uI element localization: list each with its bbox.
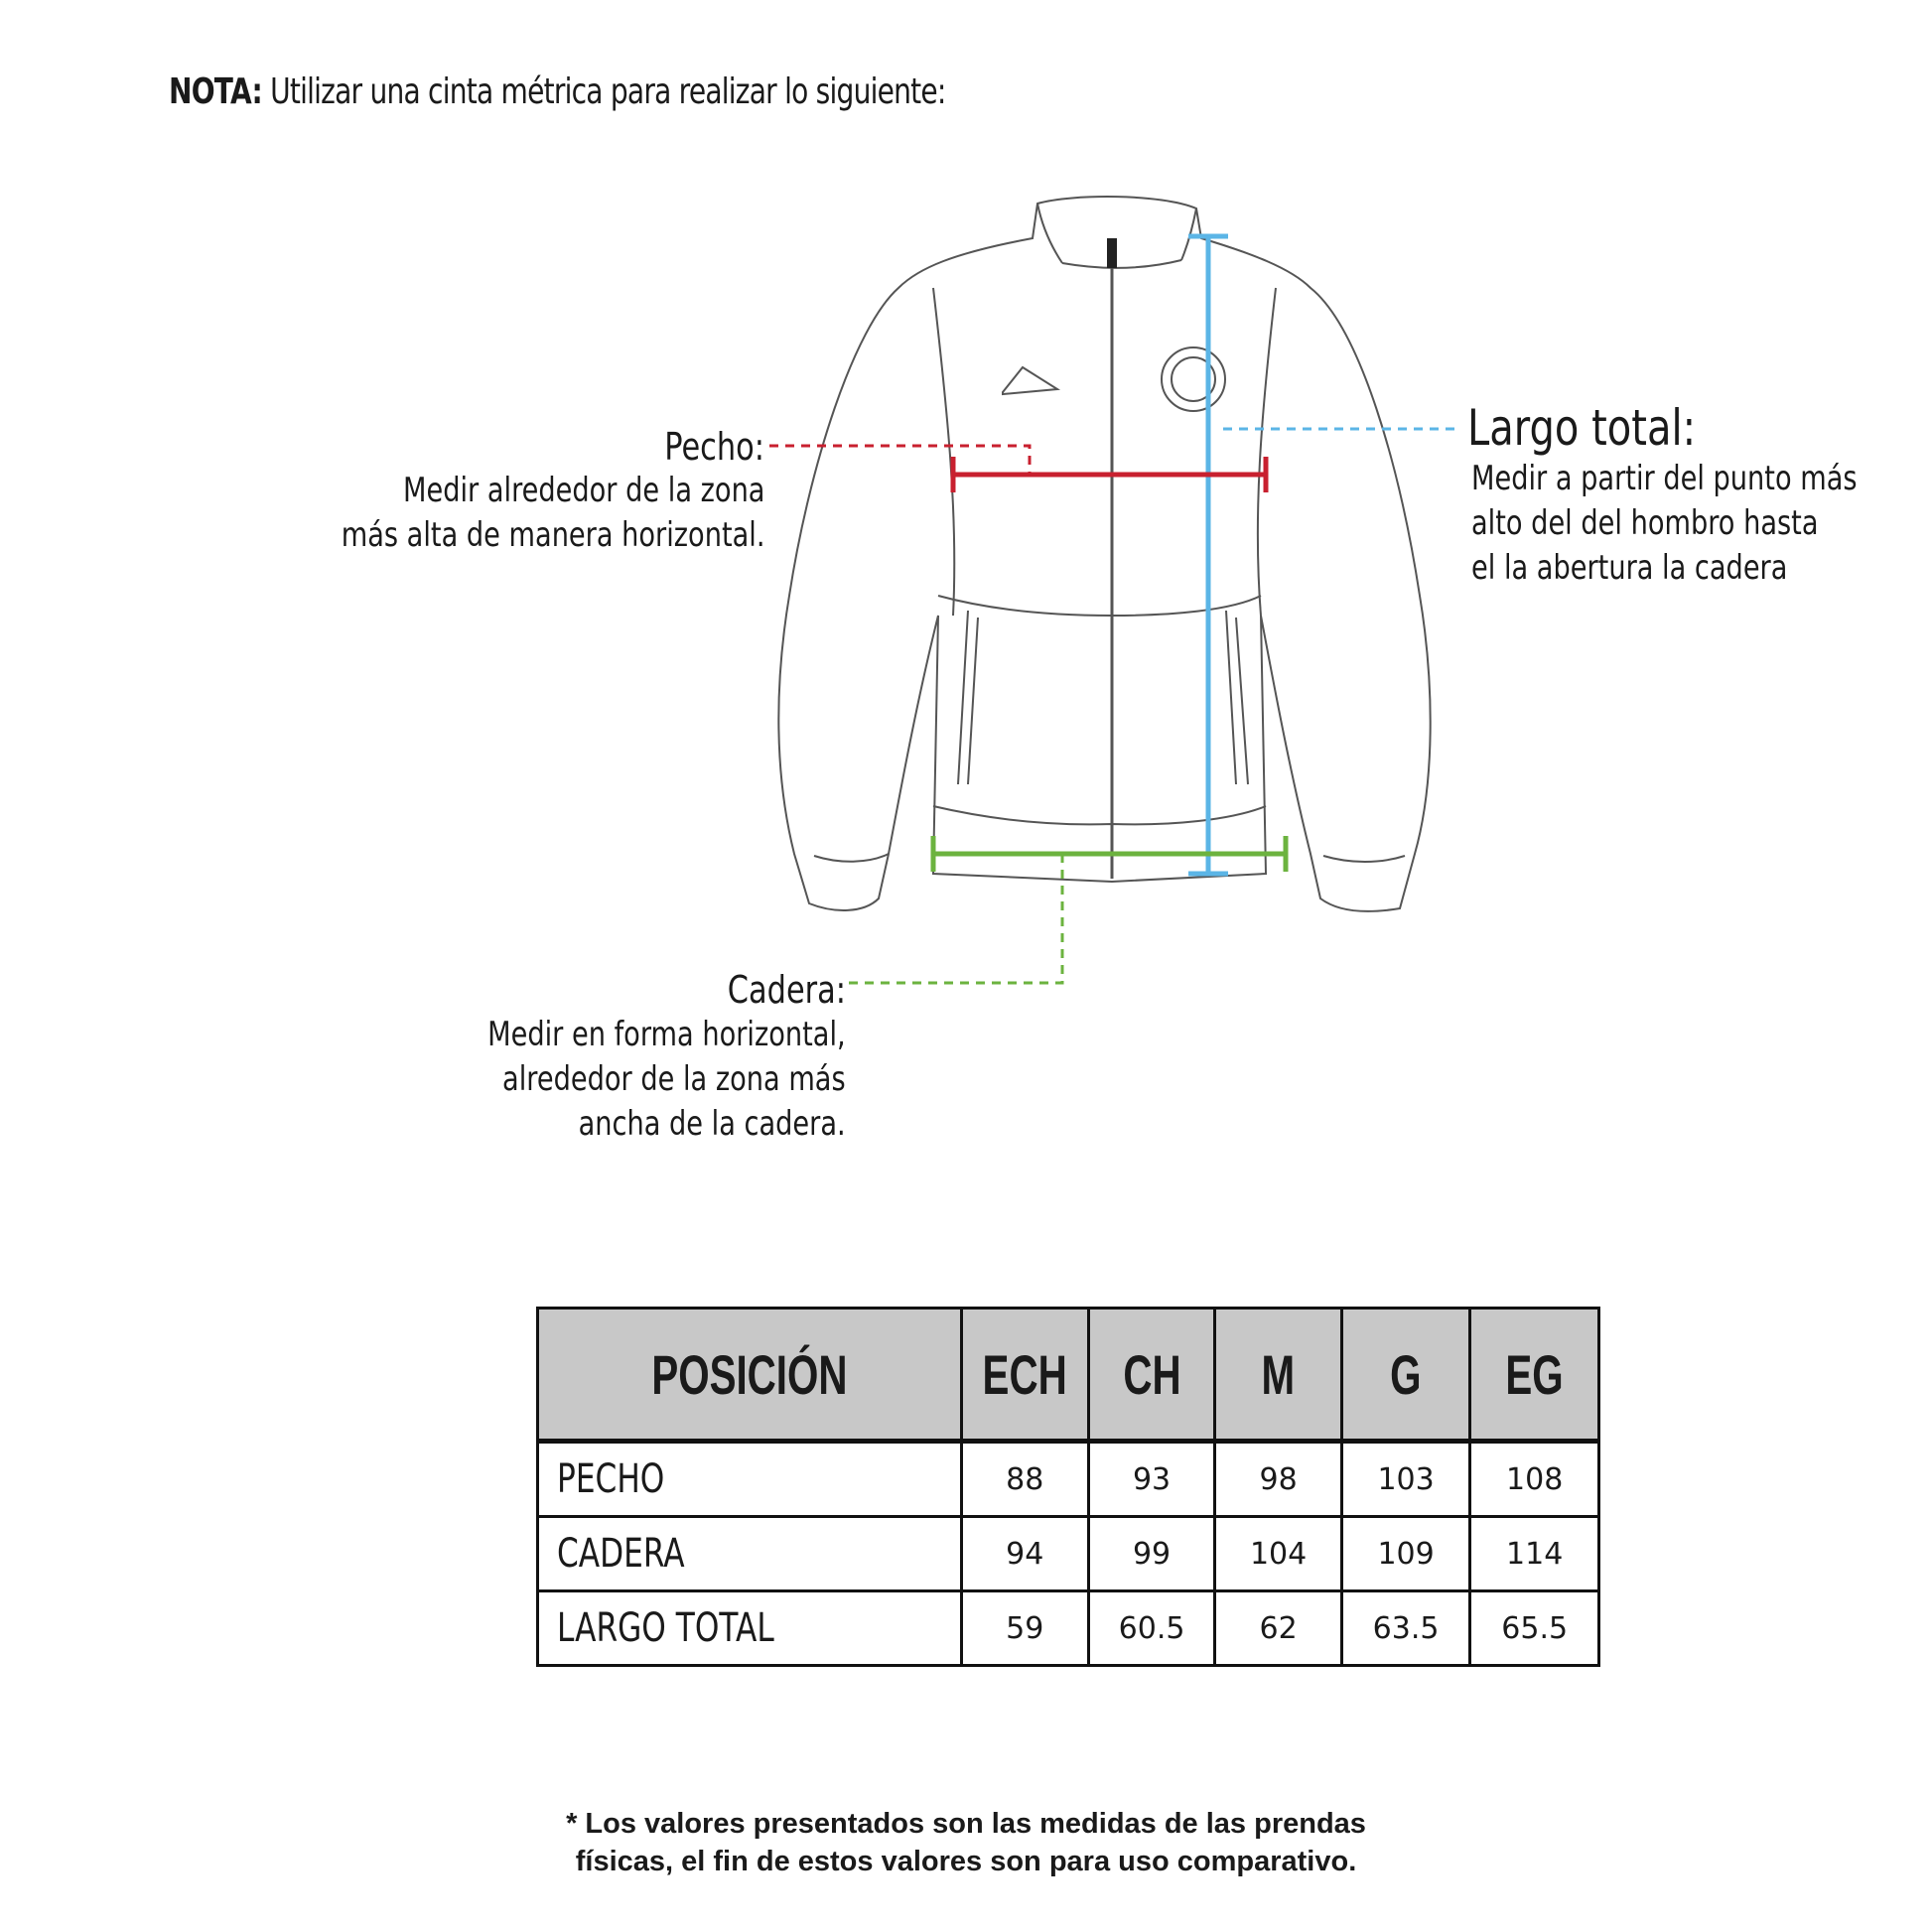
- cadera-line: alrededor de la zona más: [502, 1059, 846, 1099]
- largo-title: Largo total:: [1467, 399, 1697, 457]
- footnote: [0, 1805, 1932, 1880]
- table-cell: 93: [1088, 1442, 1215, 1517]
- table-cell: 88: [961, 1442, 1088, 1517]
- table-cell: 63.5: [1341, 1591, 1470, 1666]
- table-cell: 98: [1215, 1442, 1341, 1517]
- cadera-description: [487, 1013, 846, 1147]
- largo-line: Medir a partir del punto más: [1471, 459, 1858, 498]
- table-cell: 103: [1341, 1442, 1470, 1517]
- jacket-hip-seam: [938, 596, 1261, 616]
- table-cell: 94: [961, 1517, 1088, 1591]
- pecho-description: [341, 469, 764, 558]
- header-g: G: [1341, 1309, 1470, 1442]
- brand-logo: [1003, 367, 1057, 394]
- header-ech: ECH: [961, 1309, 1088, 1442]
- table-header-row: [538, 1309, 1599, 1442]
- cadera-line: Medir en forma horizontal,: [487, 1015, 846, 1054]
- table-row: [538, 1442, 1599, 1517]
- row-label: CADERA: [538, 1517, 962, 1591]
- header-ch: CH: [1088, 1309, 1215, 1442]
- pecho-line: más alta de manera horizontal.: [341, 515, 764, 555]
- jacket-cuff-right: [1323, 856, 1405, 862]
- cadera-line: ancha de la cadera.: [578, 1104, 846, 1144]
- row-label: LARGO TOTAL: [538, 1591, 962, 1666]
- zipper-pull: [1107, 238, 1117, 268]
- table-cell: 62: [1215, 1591, 1341, 1666]
- header-m: M: [1215, 1309, 1341, 1442]
- note-prefix: NOTA:: [169, 71, 262, 112]
- largo-measure-line: [1188, 236, 1228, 874]
- jacket-waistband: [933, 806, 1266, 824]
- jacket-pocket-left: [958, 611, 978, 784]
- pecho-leader: [769, 446, 1030, 475]
- largo-line: alto del del hombro hasta: [1471, 503, 1819, 543]
- jacket-pocket-right: [1226, 611, 1248, 784]
- pecho-measure-line: [953, 457, 1266, 492]
- size-table: [536, 1307, 1600, 1667]
- table-cell: 59: [961, 1591, 1088, 1666]
- pecho-title: Pecho:: [664, 425, 764, 469]
- jacket-sleeve-seam-right: [1258, 288, 1276, 616]
- jacket-sleeve-seam-left: [933, 288, 954, 616]
- footnote-line: * Los valores presentados son las medidas de las prendas: [566, 1808, 1366, 1840]
- note-body: Utilizar una cinta métrica para realizar lo siguiente:: [270, 71, 946, 112]
- table-cell: 108: [1470, 1442, 1599, 1517]
- cadera-measure-line: [933, 836, 1286, 872]
- row-label: PECHO: [538, 1442, 962, 1517]
- largo-description: [1471, 457, 1858, 591]
- table-cell: 60.5: [1088, 1591, 1215, 1666]
- table-cell: 99: [1088, 1517, 1215, 1591]
- jacket-outline: [778, 197, 1430, 911]
- table-cell: 109: [1341, 1517, 1470, 1591]
- table-row: [538, 1591, 1599, 1666]
- table-row: [538, 1517, 1599, 1591]
- footnote-line: físicas, el fin de estos valores son para uso comparativo.: [575, 1846, 1357, 1877]
- table-cell: 114: [1470, 1517, 1599, 1591]
- table-cell: 104: [1215, 1517, 1341, 1591]
- cadera-leader: [849, 854, 1062, 983]
- table-cell: 65.5: [1470, 1591, 1599, 1666]
- jacket-cuff-left: [814, 854, 889, 862]
- cadera-title: Cadera:: [727, 968, 846, 1012]
- pecho-line: Medir alrededor de la zona: [402, 471, 764, 510]
- largo-line: el la abertura la cadera: [1471, 548, 1788, 588]
- header-eg: EG: [1470, 1309, 1599, 1442]
- header-posicion: POSICIÓN: [538, 1309, 962, 1442]
